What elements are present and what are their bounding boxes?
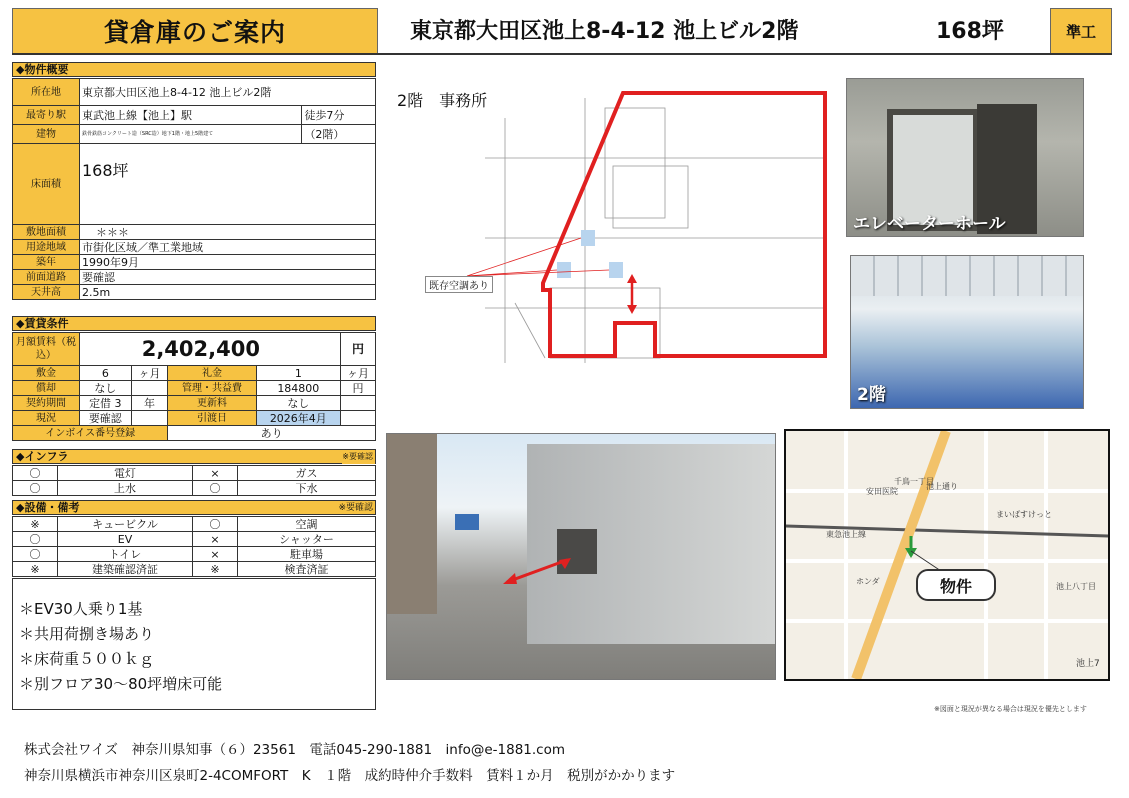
table-row — [13, 411, 376, 426]
table-row — [13, 426, 376, 441]
elevator-caption: エレベーターホール — [853, 214, 1006, 234]
handover-date: 2026年4月 — [256, 411, 340, 426]
infra-item: 電灯 — [58, 466, 193, 481]
cell-label: 前面道路 — [13, 270, 80, 285]
cell-unit: 円 — [340, 381, 375, 396]
facility-status: × — [193, 547, 238, 562]
invoice-value: あり — [168, 426, 376, 441]
table-row — [13, 532, 376, 547]
cell-value: なし — [256, 396, 340, 411]
overview-section-header: ◆物件概要 — [12, 62, 376, 77]
cell-label: 建物 — [13, 125, 80, 144]
company-info: 株式会社ワイズ 神奈川県知事（６）23561 電話045-290-1881 info@e-1881.com — [24, 742, 566, 758]
property-callout — [916, 569, 996, 601]
cell-unit: ヶ月 — [340, 366, 375, 381]
map-drawing — [786, 431, 1108, 679]
cell-value: 184800 — [256, 381, 340, 396]
infra-title: ◆インフラ — [16, 450, 69, 463]
cell-value: 1 — [256, 366, 340, 381]
street-photo — [386, 433, 776, 680]
floorplan-title: 2階 事務所 — [397, 91, 488, 110]
cell-value: なし — [80, 381, 132, 396]
facilities-table — [12, 516, 376, 577]
facility-status: 〇 — [13, 547, 58, 562]
cell-value: 東武池上線【池上】駅 — [80, 106, 302, 125]
table-row — [13, 366, 376, 381]
table-row — [13, 106, 376, 125]
cell-unit: ヶ月 — [131, 366, 168, 381]
infra-item: 下水 — [238, 481, 376, 496]
property-label: 物件 — [939, 576, 972, 596]
rent-label: 月額賃料（税込） — [13, 333, 80, 366]
infra-note: ※要確認 — [342, 450, 375, 464]
cell-value: 6 — [80, 366, 132, 381]
facility-item: 検査済証 — [238, 562, 376, 577]
table-row — [13, 396, 376, 411]
cell-label: 所在地 — [13, 79, 80, 106]
table-row — [13, 517, 376, 532]
facility-item: 建築確認済証 — [58, 562, 193, 577]
table-row — [13, 562, 376, 577]
map-label: 千鳥一丁目 — [894, 477, 934, 486]
cell-unit — [131, 411, 168, 426]
floor-caption: 2階 — [857, 385, 886, 405]
facility-status: ※ — [13, 562, 58, 577]
cell-label: 引渡日 — [168, 411, 256, 426]
cell-unit — [131, 381, 168, 396]
lease-table — [12, 332, 376, 441]
facility-status: 〇 — [193, 517, 238, 532]
floor-interior-photo — [850, 255, 1084, 409]
cell-label: 敷金 — [13, 366, 80, 381]
zone-badge-text: 準工 — [1065, 22, 1096, 41]
entrance-arrow-icon — [497, 552, 577, 592]
facilities-section-header — [12, 500, 376, 515]
infra-item: 上水 — [58, 481, 193, 496]
infra-status: 〇 — [193, 481, 238, 496]
cell-label: 床面積 — [13, 144, 80, 225]
infra-item: ガス — [238, 466, 376, 481]
cell-unit — [340, 411, 375, 426]
cell-label: 敷地面積 — [13, 225, 80, 240]
facility-item: シャッター — [238, 532, 376, 547]
facility-status: × — [193, 532, 238, 547]
map-label: 池上八丁目 — [1056, 582, 1096, 591]
remark-line: ＊EV30人乗り1基 — [19, 600, 143, 618]
rent-unit: 円 — [340, 333, 375, 366]
address-title: 東京都大田区池上8-4-12 池上ビル2階 — [410, 19, 799, 44]
facilities-note: ※要確認 — [338, 503, 373, 513]
cell-value: 要確認 — [80, 270, 376, 285]
area-title: 168坪 — [936, 19, 1004, 44]
map-label: ホンダ — [856, 577, 880, 586]
cell-value: 市街化区域／準工業地域 — [80, 240, 376, 255]
table-row — [13, 270, 376, 285]
table-row — [13, 240, 376, 255]
cell-value: 鉄骨鉄筋コンクリート造（SRC造）地下1階・地上5階建て — [80, 125, 302, 144]
facility-item: 駐車場 — [238, 547, 376, 562]
table-row — [13, 333, 376, 366]
cell-label: 用途地域 — [13, 240, 80, 255]
map-label: 安田医院 — [866, 487, 898, 496]
table-row — [13, 255, 376, 270]
cell-label: 償却 — [13, 381, 80, 396]
overview-table — [12, 78, 376, 300]
elevator-hall-photo — [846, 78, 1084, 237]
remark-line: ＊共用荷捌き場あり — [19, 625, 155, 643]
header-divider — [12, 53, 1112, 55]
title-box — [12, 8, 378, 54]
cell-extra: 徒歩7分 — [302, 106, 376, 125]
table-row — [13, 225, 376, 240]
zone-badge — [1050, 8, 1112, 54]
location-map — [784, 429, 1110, 681]
cell-value: 1990年9月 — [80, 255, 376, 270]
rent-value: 2,402,400 — [80, 333, 341, 366]
cell-value: 定借 3 — [80, 396, 132, 411]
cell-label: 礼金 — [168, 366, 256, 381]
cell-value: 2.5m — [80, 285, 376, 300]
facility-item: トイレ — [58, 547, 193, 562]
table-row — [13, 285, 376, 300]
cell-label: 現況 — [13, 411, 80, 426]
infra-section-header — [12, 449, 376, 464]
cell-value: 東京都大田区池上8-4-12 池上ビル2階 — [80, 79, 376, 106]
facility-status: ※ — [13, 517, 58, 532]
page-title: 貸倉庫のご案内 — [103, 18, 286, 47]
cell-label: 天井高 — [13, 285, 80, 300]
map-label: 池上7 — [1076, 659, 1100, 669]
infra-status: × — [193, 466, 238, 481]
remark-line: ＊別フロア30～80坪増床可能 — [19, 675, 223, 693]
cell-label: 管理・共益費 — [168, 381, 256, 396]
map-label: 池上通り — [926, 482, 958, 491]
cell-value: ＊＊＊ — [80, 225, 376, 240]
cell-value: 要確認 — [80, 411, 132, 426]
facilities-title: ◆設備・備考 — [16, 501, 80, 514]
infra-status: 〇 — [13, 466, 58, 481]
cell-unit: 年 — [131, 396, 168, 411]
facility-status: 〇 — [13, 532, 58, 547]
cell-label: 更新料 — [168, 396, 256, 411]
infra-table — [12, 465, 376, 496]
facility-item: EV — [58, 532, 193, 547]
remarks-box — [12, 578, 376, 710]
map-label: まいばすけっと — [996, 510, 1052, 519]
disclaimer: ※図面と現況が異なる場合は現況を優先とします — [934, 705, 1087, 713]
floorplan — [385, 78, 835, 368]
floorplan-drawing — [385, 78, 835, 368]
table-row — [13, 125, 376, 144]
cell-value: 168坪 — [80, 144, 376, 225]
cell-label: 契約期間 — [13, 396, 80, 411]
invoice-label: インボイス番号登録 — [13, 426, 168, 441]
lease-section-header: ◆賃貸条件 — [12, 316, 376, 331]
facility-item: 空調 — [238, 517, 376, 532]
table-row — [13, 547, 376, 562]
remark-line: ＊床荷重５００ｋｇ — [19, 650, 155, 668]
cell-label: 築年 — [13, 255, 80, 270]
table-row — [13, 481, 376, 496]
cell-extra: （2階） — [302, 125, 376, 144]
table-row — [13, 144, 376, 225]
map-label: 東急池上線 — [826, 530, 866, 539]
aircon-note: 既存空調あり — [425, 276, 493, 293]
facility-item: キュービクル — [58, 517, 193, 532]
table-row — [13, 381, 376, 396]
facility-status: ※ — [193, 562, 238, 577]
cell-label: 最寄り駅 — [13, 106, 80, 125]
infra-status: 〇 — [13, 481, 58, 496]
table-row — [13, 466, 376, 481]
table-row — [13, 79, 376, 106]
company-address: 神奈川県横浜市神奈川区泉町2-4COMFORT K １階 成約時仲介手数料 賃料１か月 税別がかかります — [24, 768, 676, 784]
cell-unit — [340, 396, 375, 411]
